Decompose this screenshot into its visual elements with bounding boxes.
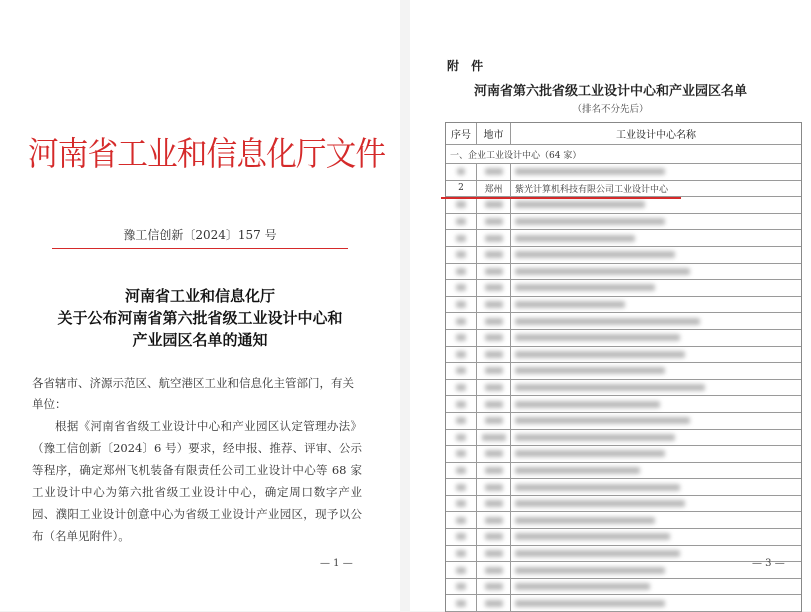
notice-body: 根据《河南省省级工业设计中心和产业园区认定管理办法》（豫工信创新〔2024〕6 号）要求，经申报、推荐、评审、公示等程序，确定郑州飞机装备有限责任公司工业设计中心等 68 家工业设计中心为第六批省级工业设计中心，确定周口数字产业园、濮阳工业设计创意中心为省级工业设计产业园区，现予以公布（名单见附件）。: [32, 419, 362, 543]
table-row-blurred: [446, 363, 801, 380]
table-row-blurred: [446, 380, 801, 397]
table-row-blurred: [446, 579, 801, 596]
design-center-table: [445, 122, 802, 612]
list-title: 河南省第六批省级工业设计中心和产业园区名单: [473, 84, 747, 99]
table-row-blurred: [446, 413, 801, 430]
document-header: 河南省工业和信息化厅文件: [28, 134, 386, 173]
table-row-blurred: [446, 247, 801, 264]
table-header-row: [446, 123, 801, 145]
table-row-blurred: [446, 496, 801, 513]
table-row-blurred: [446, 297, 801, 314]
table-row-blurred: [446, 264, 801, 281]
row-city: 郑州: [477, 181, 511, 197]
table-row-blurred: [446, 562, 801, 579]
notice-title-line: 河南省工业和信息化厅: [124, 287, 275, 305]
page-number: — 1 —: [320, 558, 353, 569]
table-row-highlighted: [446, 181, 801, 198]
table-row-blurred: [446, 214, 801, 231]
page-number: — 3 —: [752, 558, 785, 569]
table-section-row: [446, 145, 801, 164]
addressee: 各省辖市、济源示范区、航空港区工业和信息化主管部门，有关单位：: [32, 376, 354, 411]
header-city: 地市: [477, 123, 511, 144]
section-label: 一、企业工业设计中心（64 家）: [450, 150, 582, 161]
table-row-blurred: [446, 197, 801, 214]
table-row-blurred: [446, 280, 801, 297]
table-row-blurred: [446, 479, 801, 496]
header-name: 工业设计中心名称: [616, 130, 696, 141]
blurred-rows: [446, 197, 801, 612]
document-number: 豫工信创新〔2024〕157 号: [123, 228, 277, 242]
table-row-blurred: [446, 446, 801, 463]
list-subtitle: （排名不分先后）: [572, 104, 649, 115]
table-row-blurred: [446, 529, 801, 546]
table-row-blurred: [446, 313, 801, 330]
table-row-blurred: [446, 430, 801, 447]
highlight-underline: [441, 197, 681, 199]
row-no: 2: [446, 181, 477, 197]
row-name: 紫光计算机科技有限公司工业设计中心: [515, 184, 669, 195]
table-row-blurred: [446, 230, 801, 247]
table-row-blurred: [446, 512, 801, 529]
table-row-blurred: [446, 396, 801, 413]
annex-label: 附 件: [447, 59, 488, 73]
table-row-blurred: [446, 164, 801, 181]
notice-title: [0, 285, 400, 351]
table-row-blurred: [446, 595, 801, 612]
table-row-blurred: [446, 546, 801, 563]
red-divider: [52, 248, 348, 249]
table-row-blurred: [446, 330, 801, 347]
notice-title-line: 产业园区名单的通知: [132, 331, 268, 349]
header-no: 序号: [446, 123, 477, 144]
table-row-blurred: [446, 347, 801, 364]
notice-title-line: 关于公布河南省第六批省级工业设计中心和: [57, 309, 343, 327]
table-row-blurred: [446, 463, 801, 480]
